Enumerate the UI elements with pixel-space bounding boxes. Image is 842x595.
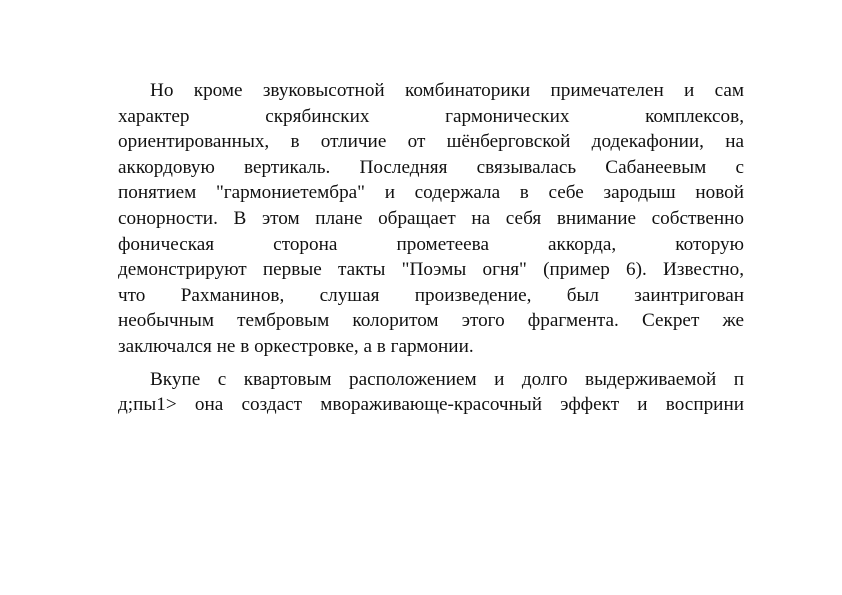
text-line: сонорности. В этом плане обращает на себя внимание собственно: [118, 207, 744, 229]
text-line: что Рахманинов, слушая произведение, был заинтригован: [118, 284, 744, 306]
paragraph-1: [118, 78, 744, 360]
text-line: ориентированных, в отличие от шёнберговской додекафонии, на: [118, 131, 744, 153]
text-line: д;пы1> она создаст мвораживающе-красочный эффект и восприни: [118, 394, 744, 416]
text-line: необычным тембровым колоритом этого фрагмента. Секрет же: [118, 310, 744, 332]
body-text: [118, 78, 744, 418]
paragraph-2: [118, 367, 744, 418]
text-line: демонстрируют первые такты "Поэмы огня" (пример 6). Известно,: [118, 259, 744, 281]
text-line: характер скрябинских гармонических комплексов,: [118, 105, 744, 127]
text-line: Но кроме звуковысотной комбинаторики примечателен и сам: [150, 80, 744, 101]
text-line: аккордовую вертикаль. Последняя связывалась Сабанеевым с: [118, 156, 744, 178]
text-line: заключался не в оркестровке, а в гармонии.: [118, 335, 474, 357]
text-line: Вкупе с квартовым расположением и долго выдерживаемой п: [150, 368, 744, 390]
text-line: фоническая сторона прометеева аккорда, которую: [118, 233, 744, 255]
text-line: понятием "гармониетембра" и содержала в себе зародыш новой: [118, 182, 744, 204]
